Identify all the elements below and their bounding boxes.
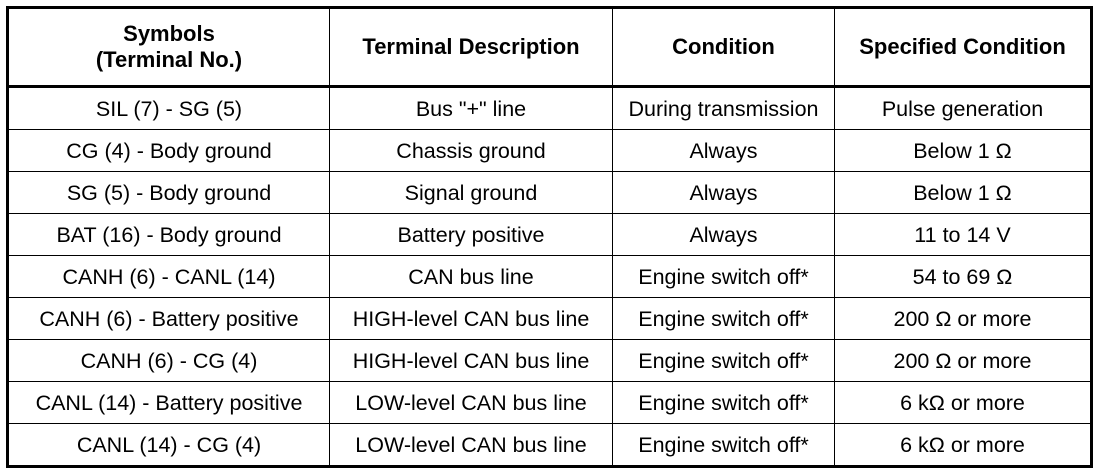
cell-terminal-description: HIGH-level CAN bus line (330, 340, 613, 382)
table-row (8, 130, 1092, 172)
cell-terminal-description: CAN bus line (330, 256, 613, 298)
cell-symbols: CANL (14) - Battery positive (8, 382, 330, 424)
header-condition-label: Condition (672, 34, 775, 59)
header-symbols (8, 8, 330, 87)
table-row (8, 340, 1092, 382)
cell-terminal-description: Battery positive (330, 214, 613, 256)
cell-specified-condition: 11 to 14 V (835, 214, 1092, 256)
header-symbols-line-2: (Terminal No.) (95, 47, 243, 72)
cell-condition: During transmission (613, 87, 835, 130)
header-specified-condition-label: Specified Condition (859, 34, 1066, 59)
cell-specified-condition: Below 1 Ω (835, 172, 1092, 214)
cell-specified-condition: 6 kΩ or more (835, 382, 1092, 424)
cell-specified-condition: Below 1 Ω (835, 130, 1092, 172)
cell-symbols: CANL (14) - CG (4) (8, 424, 330, 467)
cell-specified-condition: Pulse generation (835, 87, 1092, 130)
cell-condition: Engine switch off* (613, 340, 835, 382)
cell-specified-condition: 200 Ω or more (835, 340, 1092, 382)
header-specified-condition (835, 8, 1092, 87)
table-row (8, 424, 1092, 467)
cell-symbols: CG (4) - Body ground (8, 130, 330, 172)
cell-condition: Always (613, 130, 835, 172)
header-terminal-description-label: Terminal Description (362, 34, 580, 59)
cell-symbols: SIL (7) - SG (5) (8, 87, 330, 130)
header-row (8, 8, 1092, 87)
cell-condition: Always (613, 214, 835, 256)
header-terminal-description (330, 8, 613, 87)
cell-symbols: BAT (16) - Body ground (8, 214, 330, 256)
cell-condition: Engine switch off* (613, 382, 835, 424)
cell-terminal-description: LOW-level CAN bus line (330, 382, 613, 424)
table-body (8, 87, 1092, 467)
table-row (8, 214, 1092, 256)
cell-terminal-description: LOW-level CAN bus line (330, 424, 613, 467)
cell-terminal-description: Signal ground (330, 172, 613, 214)
cell-condition: Always (613, 172, 835, 214)
table-row (8, 87, 1092, 130)
cell-condition: Engine switch off* (613, 256, 835, 298)
cell-condition: Engine switch off* (613, 298, 835, 340)
header-condition (613, 8, 835, 87)
table-row (8, 172, 1092, 214)
cell-symbols: CANH (6) - Battery positive (8, 298, 330, 340)
cell-terminal-description: Chassis ground (330, 130, 613, 172)
terminal-spec-table (6, 6, 1093, 468)
header-symbols-line-1: Symbols (123, 21, 215, 46)
table-row (8, 298, 1092, 340)
cell-symbols: SG (5) - Body ground (8, 172, 330, 214)
cell-symbols: CANH (6) - CG (4) (8, 340, 330, 382)
cell-terminal-description: HIGH-level CAN bus line (330, 298, 613, 340)
table-header (8, 8, 1092, 87)
cell-condition: Engine switch off* (613, 424, 835, 467)
terminal-spec-table-container (6, 6, 1090, 460)
table-row (8, 256, 1092, 298)
cell-symbols: CANH (6) - CANL (14) (8, 256, 330, 298)
cell-specified-condition: 6 kΩ or more (835, 424, 1092, 467)
cell-terminal-description: Bus "+" line (330, 87, 613, 130)
cell-specified-condition: 200 Ω or more (835, 298, 1092, 340)
cell-specified-condition: 54 to 69 Ω (835, 256, 1092, 298)
table-row (8, 382, 1092, 424)
